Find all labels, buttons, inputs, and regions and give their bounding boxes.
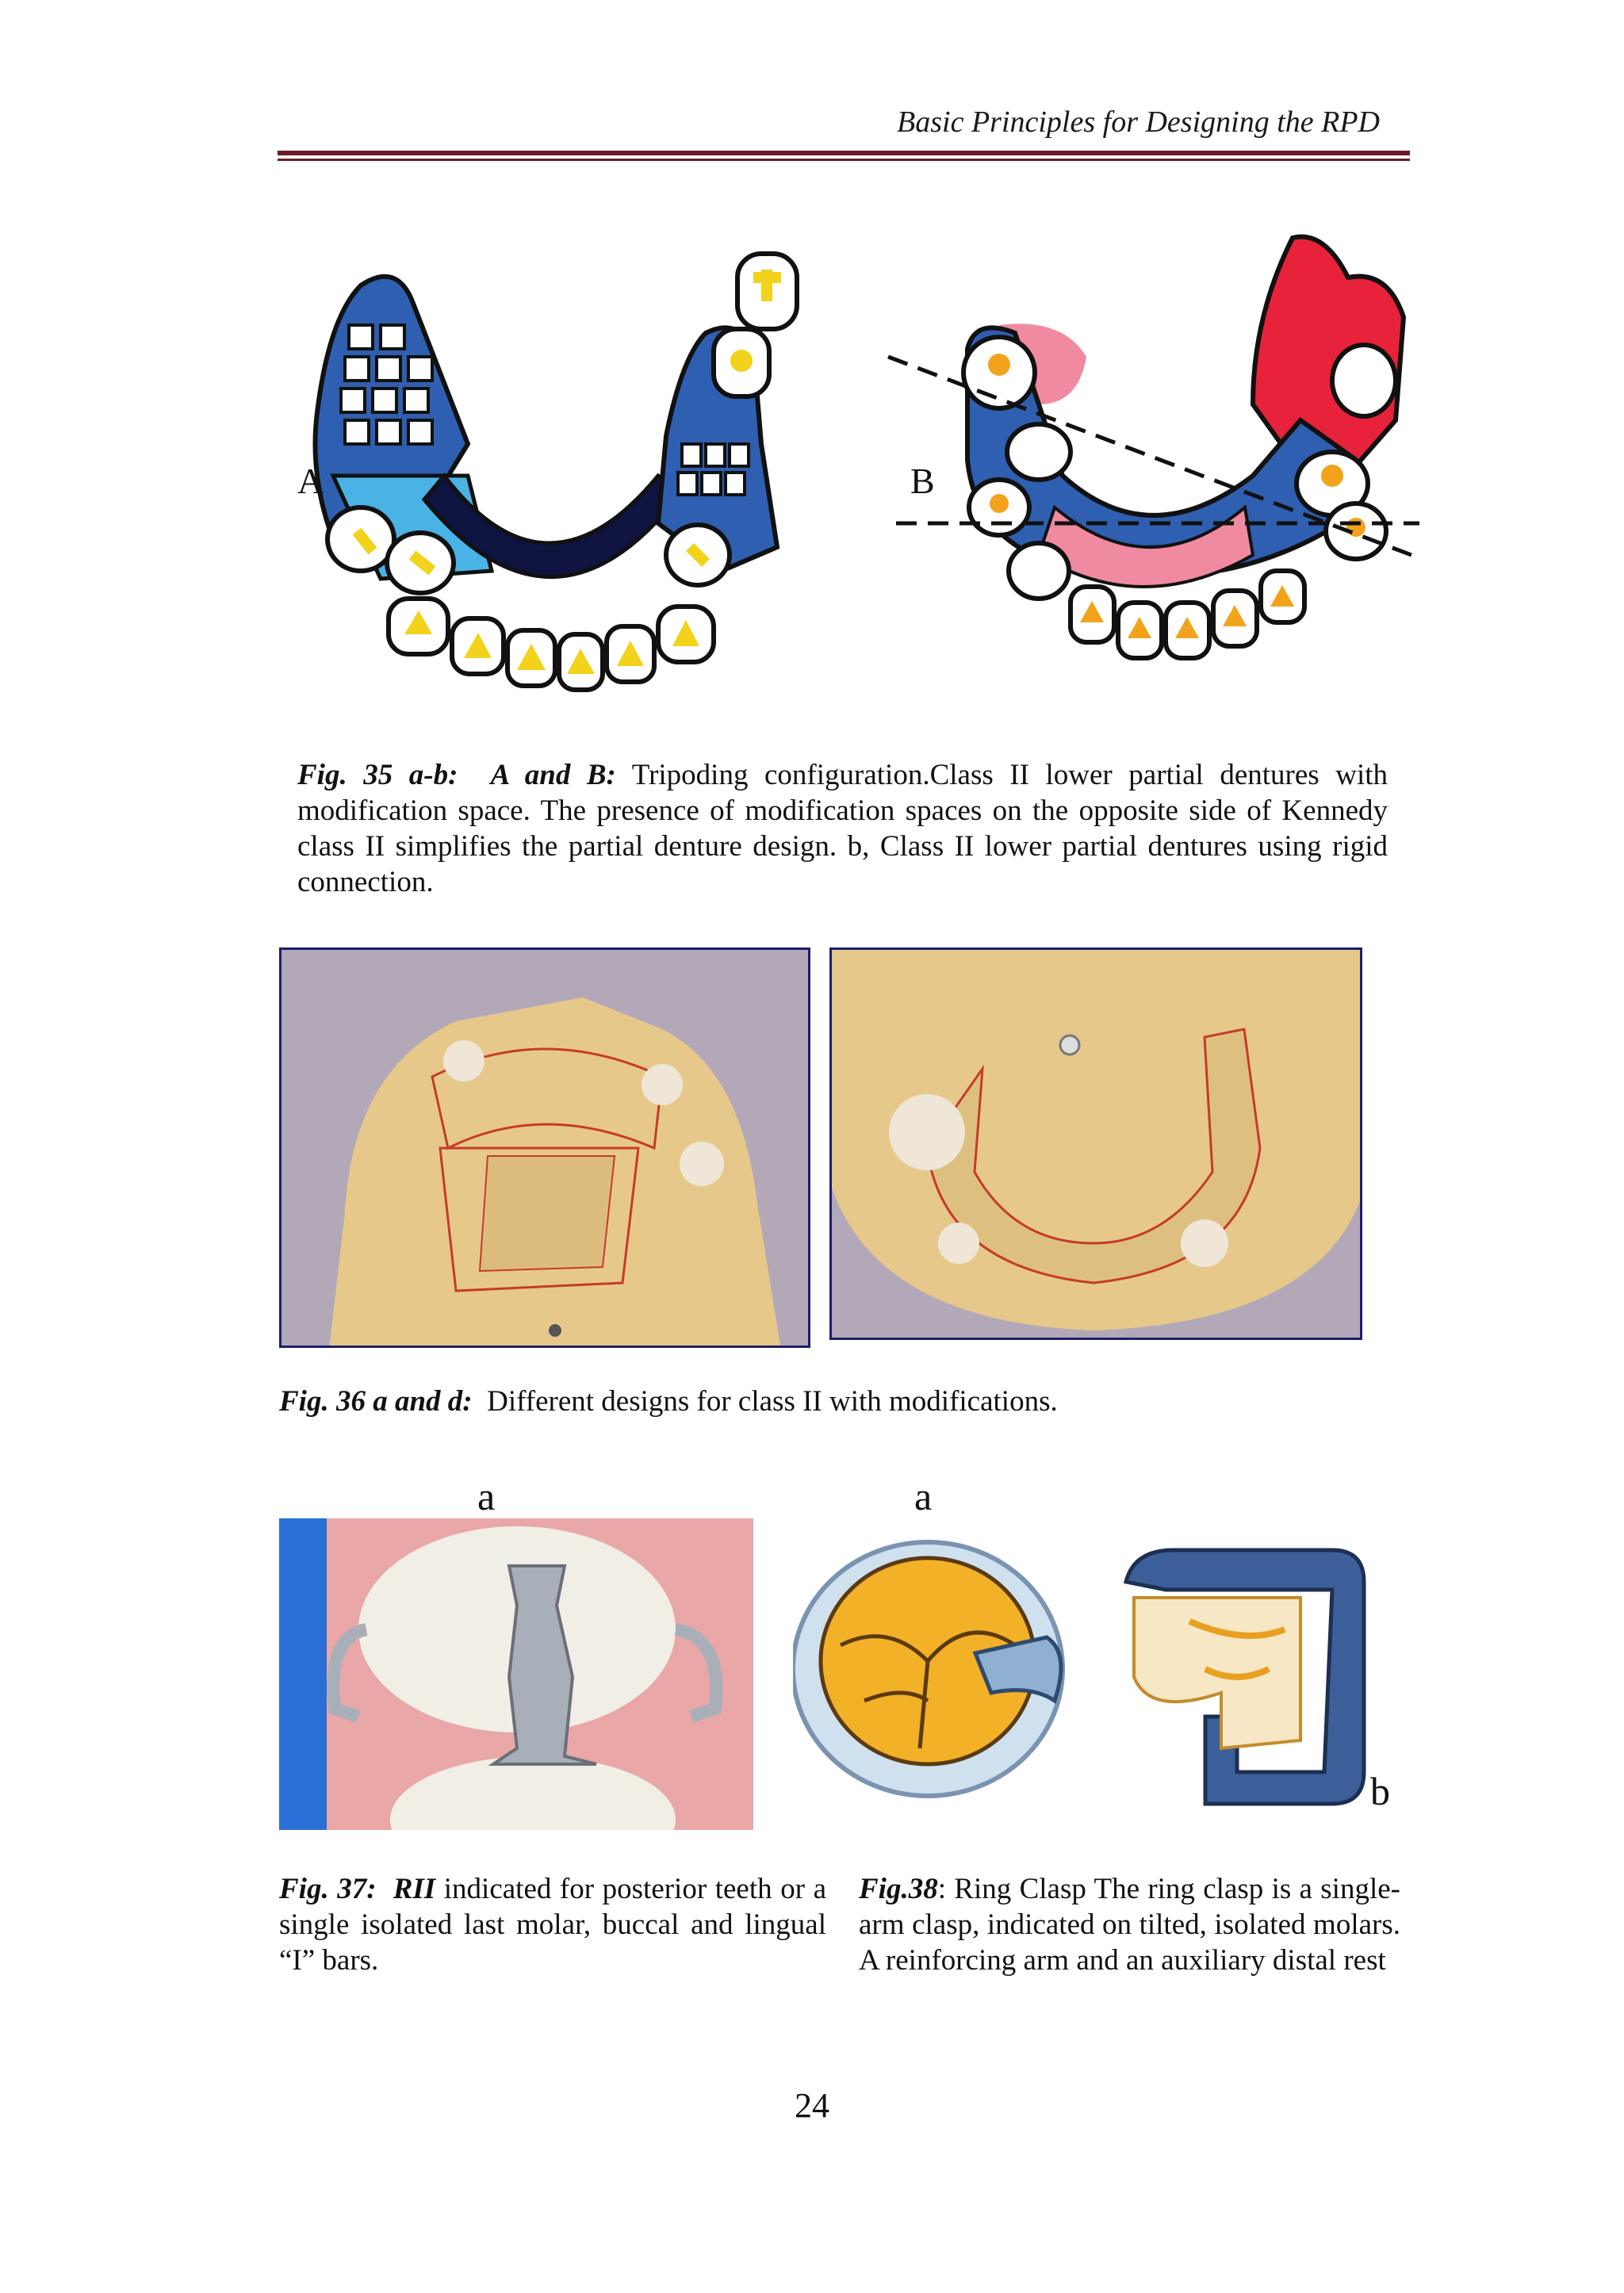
fig37-caption-text: indicated for posterior teeth or a single isolated last molar, buccal and lingual “I” bars. xyxy=(279,1873,826,1977)
fig36-caption-lead: Fig. 36 a and d: xyxy=(279,1385,473,1418)
running-header: Basic Principles for Designing the RPD xyxy=(897,105,1380,139)
fig38-caption xyxy=(859,1871,1400,1978)
fig38-label-b: b xyxy=(1370,1769,1390,1813)
fig36-caption xyxy=(279,1384,1389,1419)
fig36-caption-text: Different designs for class II with modifications. xyxy=(487,1385,1058,1418)
fig35-caption-sub: A and B: xyxy=(490,759,616,791)
fig38-label-a: a xyxy=(914,1474,933,1518)
fig37-caption-em: RII xyxy=(393,1873,436,1905)
fig35-caption-lead: Fig. 35 a-b: xyxy=(297,759,458,791)
header-rule-thick xyxy=(278,151,1410,155)
page-number: 24 xyxy=(795,2086,829,2125)
fig38-caption-lead: Fig.38 xyxy=(859,1873,938,1905)
fig37-photo xyxy=(279,1518,753,1830)
fig35-caption xyxy=(297,757,1388,900)
fig36a-photo xyxy=(279,947,810,1348)
fig36d-photo xyxy=(829,947,1362,1340)
fig37-caption-lead: Fig. 37: xyxy=(279,1873,377,1905)
fig38-caption-text: : Ring Clasp The ring clasp is a single-arm clasp, indicated on tilted, isolated molars. A reinforcing arm and an auxiliary distal rest xyxy=(859,1873,1400,1977)
fig37-caption xyxy=(279,1871,826,1978)
fig35-label-a: A xyxy=(297,461,324,501)
header-rule-thin xyxy=(278,159,1410,161)
fig35-caption-text: Tripoding configuration.Class II lower partial dentures with modification space. The presence of modification spaces on the opposite side of Kennedy class II simplifies the partial denture design. b, Class II lower partial dentures using rigid connection. xyxy=(297,759,1388,898)
fig35-label-b: B xyxy=(910,461,935,501)
fig37-label-a: a xyxy=(477,1474,496,1518)
fig35a-drawing xyxy=(285,238,841,714)
fig38-drawing xyxy=(793,1534,1411,1820)
fig35b-drawing xyxy=(880,222,1419,698)
